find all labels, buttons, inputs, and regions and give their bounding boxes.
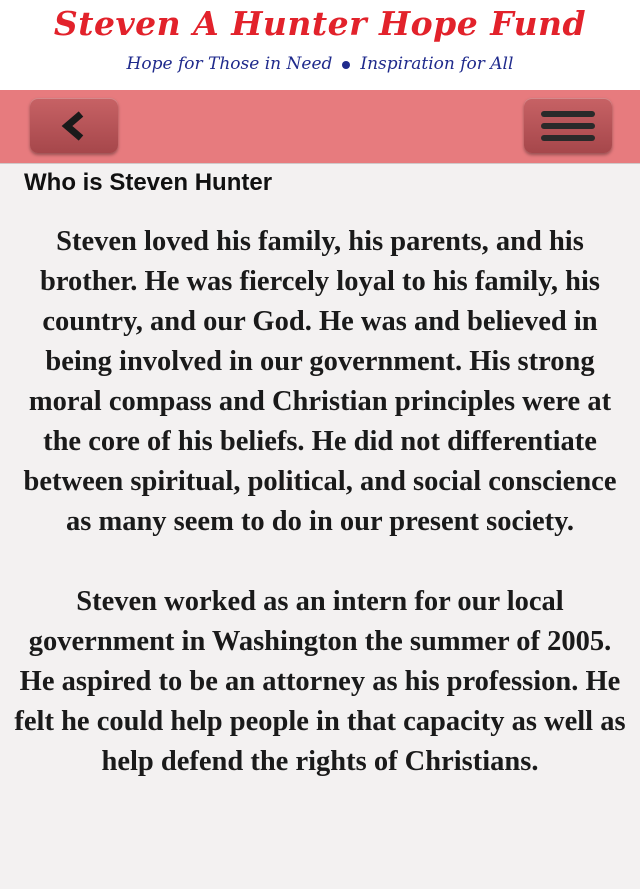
main-content [0,164,640,782]
back-button[interactable] [30,98,118,153]
nav-bar [0,90,640,164]
site-title-logo[interactable]: Steven A Hunter Hope Fund [53,4,587,43]
page-title: Who is Steven Hunter [24,169,273,196]
tagline-left: Hope for Those in Need [126,54,333,74]
bio-paragraph-2: Steven worked as an intern for our local government in Washington the summer of 2005. He aspired to be an attorney as his profession. He felt he could help people in that capacity as well as help defend the rights of Christians. [14,586,626,777]
bullet-separator-icon [342,61,350,69]
site-header [0,0,640,90]
tagline-right: Inspiration for All [360,54,514,74]
hamburger-menu-icon [541,109,595,143]
site-tagline [0,54,640,74]
bio-paragraph-1: Steven loved his family, his parents, and his brother. He was fiercely loyal to his family, his country, and our God. He was and believed in being involved in our government. His strong moral compass and Christian principles were at the core of his beliefs. He did not differentiate between spiritual, political, and social conscience as many seem to do in our present society. [23,226,617,537]
chevron-left-icon [59,110,89,142]
menu-button[interactable] [524,98,612,153]
